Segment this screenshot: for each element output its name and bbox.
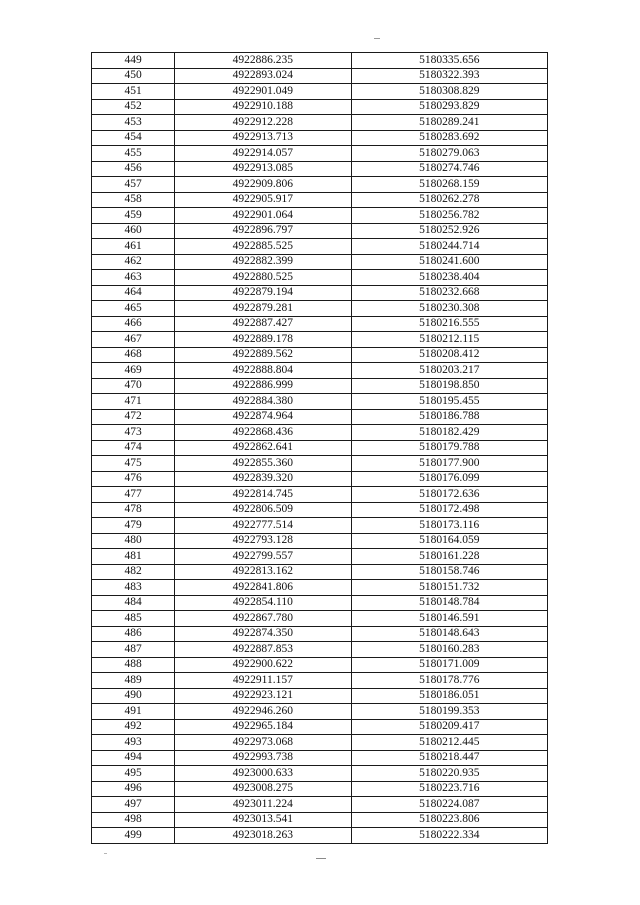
x-coordinate-cell: 4922884.380 bbox=[175, 394, 351, 410]
point-number-cell: 494 bbox=[92, 750, 175, 766]
table-row bbox=[92, 285, 548, 301]
y-coordinate-cell: 5180232.668 bbox=[351, 285, 547, 301]
page-footer-mark bbox=[316, 858, 326, 859]
x-coordinate-cell: 4922887.853 bbox=[175, 642, 351, 658]
y-coordinate-cell: 5180335.656 bbox=[351, 53, 547, 69]
table-row bbox=[92, 688, 548, 704]
x-coordinate-cell: 4922900.622 bbox=[175, 657, 351, 673]
point-number-cell: 471 bbox=[92, 394, 175, 410]
point-number-cell: 450 bbox=[92, 68, 175, 84]
y-coordinate-cell: 5180164.059 bbox=[351, 533, 547, 549]
x-coordinate-cell: 4922912.228 bbox=[175, 115, 351, 131]
y-coordinate-cell: 5180252.926 bbox=[351, 223, 547, 239]
table-row bbox=[92, 626, 548, 642]
y-coordinate-cell: 5180224.087 bbox=[351, 797, 547, 813]
y-coordinate-cell: 5180148.643 bbox=[351, 626, 547, 642]
y-coordinate-cell: 5180268.159 bbox=[351, 177, 547, 193]
point-number-cell: 465 bbox=[92, 301, 175, 317]
scan-artifact-mark bbox=[104, 853, 107, 854]
y-coordinate-cell: 5180262.278 bbox=[351, 192, 547, 208]
x-coordinate-cell: 4922867.780 bbox=[175, 611, 351, 627]
point-number-cell: 493 bbox=[92, 735, 175, 751]
x-coordinate-cell: 4922862.641 bbox=[175, 440, 351, 456]
table-row bbox=[92, 487, 548, 503]
x-coordinate-cell: 4922882.399 bbox=[175, 254, 351, 270]
point-number-cell: 451 bbox=[92, 84, 175, 100]
point-number-cell: 497 bbox=[92, 797, 175, 813]
y-coordinate-cell: 5180171.009 bbox=[351, 657, 547, 673]
x-coordinate-cell: 4922874.964 bbox=[175, 409, 351, 425]
y-coordinate-cell: 5180151.732 bbox=[351, 580, 547, 596]
x-coordinate-cell: 4922909.806 bbox=[175, 177, 351, 193]
point-number-cell: 478 bbox=[92, 502, 175, 518]
table-row bbox=[92, 53, 548, 69]
table-row bbox=[92, 192, 548, 208]
table-row bbox=[92, 239, 548, 255]
coordinates-table-body bbox=[92, 53, 548, 844]
y-coordinate-cell: 5180177.900 bbox=[351, 456, 547, 472]
x-coordinate-cell: 4922879.194 bbox=[175, 285, 351, 301]
y-coordinate-cell: 5180308.829 bbox=[351, 84, 547, 100]
y-coordinate-cell: 5180148.784 bbox=[351, 595, 547, 611]
point-number-cell: 481 bbox=[92, 549, 175, 565]
x-coordinate-cell: 4922901.049 bbox=[175, 84, 351, 100]
table-row bbox=[92, 130, 548, 146]
point-number-cell: 468 bbox=[92, 347, 175, 363]
point-number-cell: 459 bbox=[92, 208, 175, 224]
y-coordinate-cell: 5180208.412 bbox=[351, 347, 547, 363]
table-row bbox=[92, 735, 548, 751]
point-number-cell: 460 bbox=[92, 223, 175, 239]
x-coordinate-cell: 4922813.162 bbox=[175, 564, 351, 580]
point-number-cell: 463 bbox=[92, 270, 175, 286]
table-row bbox=[92, 347, 548, 363]
x-coordinate-cell: 4923011.224 bbox=[175, 797, 351, 813]
table-row bbox=[92, 518, 548, 534]
point-number-cell: 498 bbox=[92, 812, 175, 828]
scan-artifact-mark bbox=[374, 38, 380, 39]
x-coordinate-cell: 4922901.064 bbox=[175, 208, 351, 224]
y-coordinate-cell: 5180230.308 bbox=[351, 301, 547, 317]
table-row bbox=[92, 797, 548, 813]
point-number-cell: 490 bbox=[92, 688, 175, 704]
x-coordinate-cell: 4922910.188 bbox=[175, 99, 351, 115]
x-coordinate-cell: 4922855.360 bbox=[175, 456, 351, 472]
point-number-cell: 477 bbox=[92, 487, 175, 503]
x-coordinate-cell: 4922896.797 bbox=[175, 223, 351, 239]
y-coordinate-cell: 5180195.455 bbox=[351, 394, 547, 410]
x-coordinate-cell: 4922814.745 bbox=[175, 487, 351, 503]
point-number-cell: 476 bbox=[92, 471, 175, 487]
table-row bbox=[92, 270, 548, 286]
x-coordinate-cell: 4922889.178 bbox=[175, 332, 351, 348]
point-number-cell: 479 bbox=[92, 518, 175, 534]
point-number-cell: 483 bbox=[92, 580, 175, 596]
table-row bbox=[92, 502, 548, 518]
table-row bbox=[92, 750, 548, 766]
x-coordinate-cell: 4922777.514 bbox=[175, 518, 351, 534]
table-row bbox=[92, 208, 548, 224]
table-row bbox=[92, 316, 548, 332]
point-number-cell: 466 bbox=[92, 316, 175, 332]
y-coordinate-cell: 5180212.115 bbox=[351, 332, 547, 348]
table-row bbox=[92, 549, 548, 565]
point-number-cell: 454 bbox=[92, 130, 175, 146]
table-row bbox=[92, 378, 548, 394]
table-row bbox=[92, 704, 548, 720]
x-coordinate-cell: 4922905.917 bbox=[175, 192, 351, 208]
y-coordinate-cell: 5180173.116 bbox=[351, 518, 547, 534]
point-number-cell: 457 bbox=[92, 177, 175, 193]
x-coordinate-cell: 4922923.121 bbox=[175, 688, 351, 704]
table-row bbox=[92, 611, 548, 627]
point-number-cell: 449 bbox=[92, 53, 175, 69]
table-row bbox=[92, 673, 548, 689]
point-number-cell: 487 bbox=[92, 642, 175, 658]
table-row bbox=[92, 115, 548, 131]
y-coordinate-cell: 5180172.498 bbox=[351, 502, 547, 518]
table-row bbox=[92, 409, 548, 425]
x-coordinate-cell: 4922868.436 bbox=[175, 425, 351, 441]
x-coordinate-cell: 4922993.738 bbox=[175, 750, 351, 766]
y-coordinate-cell: 5180176.099 bbox=[351, 471, 547, 487]
point-number-cell: 492 bbox=[92, 719, 175, 735]
point-number-cell: 499 bbox=[92, 828, 175, 844]
y-coordinate-cell: 5180158.746 bbox=[351, 564, 547, 580]
table-row bbox=[92, 781, 548, 797]
table-row bbox=[92, 766, 548, 782]
x-coordinate-cell: 4922799.557 bbox=[175, 549, 351, 565]
y-coordinate-cell: 5180216.555 bbox=[351, 316, 547, 332]
x-coordinate-cell: 4922841.806 bbox=[175, 580, 351, 596]
x-coordinate-cell: 4922889.562 bbox=[175, 347, 351, 363]
table-row bbox=[92, 828, 548, 844]
x-coordinate-cell: 4922973.068 bbox=[175, 735, 351, 751]
y-coordinate-cell: 5180241.600 bbox=[351, 254, 547, 270]
x-coordinate-cell: 4923013.541 bbox=[175, 812, 351, 828]
point-number-cell: 486 bbox=[92, 626, 175, 642]
point-number-cell: 453 bbox=[92, 115, 175, 131]
x-coordinate-cell: 4922946.260 bbox=[175, 704, 351, 720]
y-coordinate-cell: 5180160.283 bbox=[351, 642, 547, 658]
x-coordinate-cell: 4922887.427 bbox=[175, 316, 351, 332]
y-coordinate-cell: 5180199.353 bbox=[351, 704, 547, 720]
y-coordinate-cell: 5180223.716 bbox=[351, 781, 547, 797]
table-row bbox=[92, 177, 548, 193]
point-number-cell: 461 bbox=[92, 239, 175, 255]
y-coordinate-cell: 5180179.788 bbox=[351, 440, 547, 456]
x-coordinate-cell: 4922913.713 bbox=[175, 130, 351, 146]
table-row bbox=[92, 363, 548, 379]
table-row bbox=[92, 580, 548, 596]
y-coordinate-cell: 5180209.417 bbox=[351, 719, 547, 735]
x-coordinate-cell: 4922839.320 bbox=[175, 471, 351, 487]
point-number-cell: 474 bbox=[92, 440, 175, 456]
table-row bbox=[92, 595, 548, 611]
table-row bbox=[92, 68, 548, 84]
y-coordinate-cell: 5180238.404 bbox=[351, 270, 547, 286]
y-coordinate-cell: 5180289.241 bbox=[351, 115, 547, 131]
x-coordinate-cell: 4923018.263 bbox=[175, 828, 351, 844]
table-row bbox=[92, 301, 548, 317]
point-number-cell: 469 bbox=[92, 363, 175, 379]
point-number-cell: 482 bbox=[92, 564, 175, 580]
y-coordinate-cell: 5180322.393 bbox=[351, 68, 547, 84]
table-row bbox=[92, 425, 548, 441]
point-number-cell: 485 bbox=[92, 611, 175, 627]
y-coordinate-cell: 5180161.228 bbox=[351, 549, 547, 565]
y-coordinate-cell: 5180186.051 bbox=[351, 688, 547, 704]
table-row bbox=[92, 332, 548, 348]
point-number-cell: 458 bbox=[92, 192, 175, 208]
x-coordinate-cell: 4922914.057 bbox=[175, 146, 351, 162]
y-coordinate-cell: 5180172.636 bbox=[351, 487, 547, 503]
coordinates-table bbox=[91, 52, 548, 844]
table-row bbox=[92, 719, 548, 735]
point-number-cell: 462 bbox=[92, 254, 175, 270]
point-number-cell: 489 bbox=[92, 673, 175, 689]
y-coordinate-cell: 5180283.692 bbox=[351, 130, 547, 146]
table-row bbox=[92, 657, 548, 673]
x-coordinate-cell: 4923000.633 bbox=[175, 766, 351, 782]
table-row bbox=[92, 642, 548, 658]
table-row bbox=[92, 161, 548, 177]
y-coordinate-cell: 5180212.445 bbox=[351, 735, 547, 751]
y-coordinate-cell: 5180256.782 bbox=[351, 208, 547, 224]
x-coordinate-cell: 4923008.275 bbox=[175, 781, 351, 797]
point-number-cell: 473 bbox=[92, 425, 175, 441]
y-coordinate-cell: 5180203.217 bbox=[351, 363, 547, 379]
point-number-cell: 472 bbox=[92, 409, 175, 425]
x-coordinate-cell: 4922886.235 bbox=[175, 53, 351, 69]
x-coordinate-cell: 4922874.350 bbox=[175, 626, 351, 642]
point-number-cell: 484 bbox=[92, 595, 175, 611]
point-number-cell: 455 bbox=[92, 146, 175, 162]
point-number-cell: 470 bbox=[92, 378, 175, 394]
y-coordinate-cell: 5180220.935 bbox=[351, 766, 547, 782]
table-row bbox=[92, 146, 548, 162]
y-coordinate-cell: 5180274.746 bbox=[351, 161, 547, 177]
table-row bbox=[92, 456, 548, 472]
x-coordinate-cell: 4922854.110 bbox=[175, 595, 351, 611]
point-number-cell: 496 bbox=[92, 781, 175, 797]
point-number-cell: 452 bbox=[92, 99, 175, 115]
table-row bbox=[92, 223, 548, 239]
y-coordinate-cell: 5180293.829 bbox=[351, 99, 547, 115]
point-number-cell: 467 bbox=[92, 332, 175, 348]
table-row bbox=[92, 254, 548, 270]
point-number-cell: 475 bbox=[92, 456, 175, 472]
point-number-cell: 456 bbox=[92, 161, 175, 177]
y-coordinate-cell: 5180182.429 bbox=[351, 425, 547, 441]
x-coordinate-cell: 4922806.509 bbox=[175, 502, 351, 518]
table-row bbox=[92, 471, 548, 487]
point-number-cell: 491 bbox=[92, 704, 175, 720]
x-coordinate-cell: 4922886.999 bbox=[175, 378, 351, 394]
table-row bbox=[92, 84, 548, 100]
table-row bbox=[92, 812, 548, 828]
y-coordinate-cell: 5180223.806 bbox=[351, 812, 547, 828]
x-coordinate-cell: 4922913.085 bbox=[175, 161, 351, 177]
table-row bbox=[92, 99, 548, 115]
y-coordinate-cell: 5180186.788 bbox=[351, 409, 547, 425]
y-coordinate-cell: 5180218.447 bbox=[351, 750, 547, 766]
x-coordinate-cell: 4922965.184 bbox=[175, 719, 351, 735]
table-row bbox=[92, 533, 548, 549]
x-coordinate-cell: 4922793.128 bbox=[175, 533, 351, 549]
table-row bbox=[92, 394, 548, 410]
y-coordinate-cell: 5180146.591 bbox=[351, 611, 547, 627]
point-number-cell: 488 bbox=[92, 657, 175, 673]
point-number-cell: 495 bbox=[92, 766, 175, 782]
point-number-cell: 480 bbox=[92, 533, 175, 549]
x-coordinate-cell: 4922880.525 bbox=[175, 270, 351, 286]
table-row bbox=[92, 564, 548, 580]
point-number-cell: 464 bbox=[92, 285, 175, 301]
y-coordinate-cell: 5180244.714 bbox=[351, 239, 547, 255]
y-coordinate-cell: 5180222.334 bbox=[351, 828, 547, 844]
x-coordinate-cell: 4922893.024 bbox=[175, 68, 351, 84]
y-coordinate-cell: 5180279.063 bbox=[351, 146, 547, 162]
x-coordinate-cell: 4922888.804 bbox=[175, 363, 351, 379]
x-coordinate-cell: 4922879.281 bbox=[175, 301, 351, 317]
y-coordinate-cell: 5180198.850 bbox=[351, 378, 547, 394]
y-coordinate-cell: 5180178.776 bbox=[351, 673, 547, 689]
table-row bbox=[92, 440, 548, 456]
x-coordinate-cell: 4922911.157 bbox=[175, 673, 351, 689]
x-coordinate-cell: 4922885.525 bbox=[175, 239, 351, 255]
